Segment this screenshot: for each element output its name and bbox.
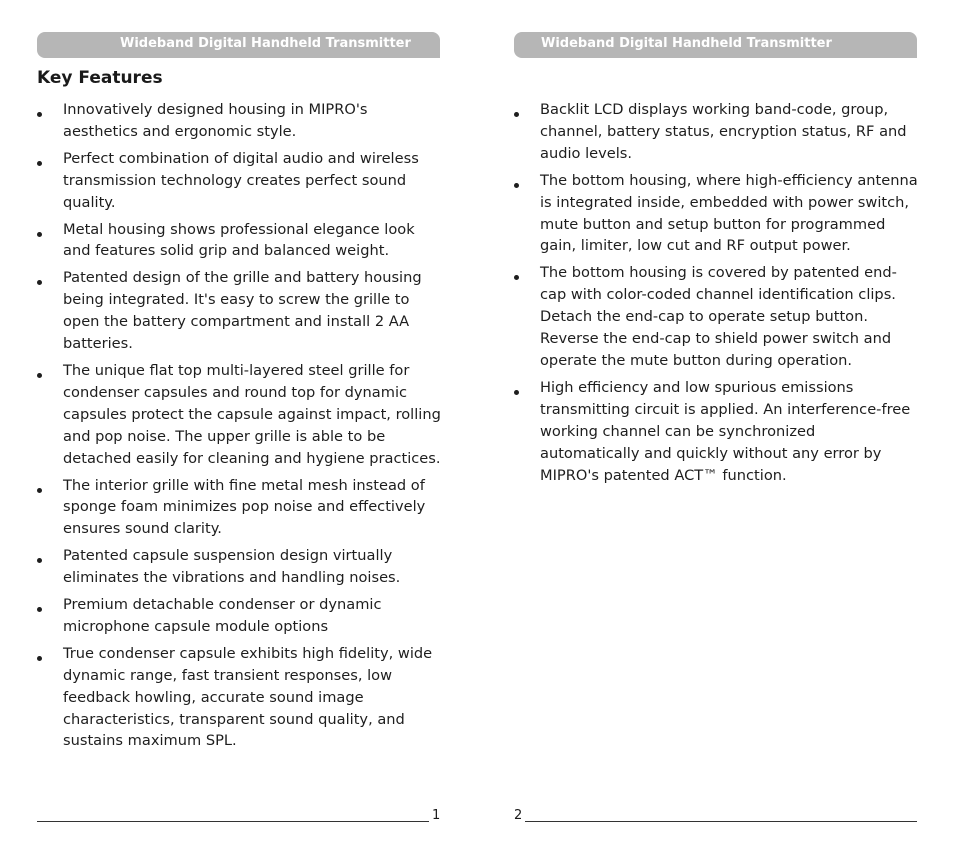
list-item-text: Patented capsule suspension design virtually eliminates the vibrations and handling noises. <box>63 547 401 587</box>
list-item <box>37 594 441 638</box>
list-item-text: Perfect combination of digital audio and wireless transmission technology creates perfect sound quality. <box>63 149 419 211</box>
list-item-text: Premium detachable condenser or dynamic microphone capsule module options <box>63 596 382 635</box>
feature-list <box>514 99 918 491</box>
left-page <box>37 0 441 849</box>
list-item <box>37 360 441 470</box>
bullet-icon <box>37 558 42 563</box>
bullet-icon <box>514 183 519 188</box>
page-header-bar <box>37 32 440 58</box>
list-item <box>514 262 918 372</box>
section-title: Key Features <box>37 68 163 88</box>
page-header-title: Wideband Digital Handheld Transmitter <box>541 36 832 51</box>
bullet-icon <box>37 373 42 378</box>
list-item-text: High efficiency and low spurious emissions transmitting circuit is applied. An interference-free working channel can be synchronized automatically and quickly without any error by MIPRO's patented ACT™ function. <box>540 378 911 484</box>
list-item <box>514 170 918 258</box>
list-item-text: The interior grille with fine metal mesh instead of sponge foam minimizes pop noise and effectively ensures sound clarity. <box>63 476 426 538</box>
list-item-text: Metal housing shows professional elegance look and features solid grip and balanced weight. <box>63 220 415 260</box>
bullet-icon <box>37 656 42 661</box>
bullet-icon <box>514 390 519 395</box>
list-item-text: The unique flat top multi-layered steel grille for condenser capsules and round top for dynamic capsules protect the capsule against impact, rolling and pop noise. The upper grille is able to be detached easily for cleaning and hygiene practices. <box>63 361 441 467</box>
bullet-icon <box>514 112 519 117</box>
list-item <box>514 377 918 487</box>
page-header-title: Wideband Digital Handheld Transmitter <box>120 36 411 51</box>
bullet-icon <box>37 607 42 612</box>
list-item-text: Patented design of the grille and battery housing being integrated. It's easy to screw the grille to open the battery compartment and install 2 AA batteries. <box>63 269 422 353</box>
bullet-icon <box>37 112 42 117</box>
feature-list <box>37 99 441 757</box>
list-item <box>37 148 441 214</box>
list-item-text: Backlit LCD displays working band-code, group, channel, battery status, encryption status, RF and audio levels. <box>540 101 907 162</box>
bullet-icon <box>37 232 42 237</box>
list-item <box>514 99 918 165</box>
list-item-text: True condenser capsule exhibits high fidelity, wide dynamic range, fast transient responses, low feedback howling, accurate sound image characteristics, transparent sound quality, and sustains maximum SPL. <box>63 644 433 750</box>
page-number: 1 <box>432 808 441 823</box>
list-item-text: The bottom housing, where high-efficiency antenna is integrated inside, embedded with power switch, mute button and setup button for programmed gain, limiter, low cut and RF output power. <box>540 171 918 255</box>
list-item <box>37 475 441 541</box>
list-item-text: Innovatively designed housing in MIPRO's aesthetics and ergonomic style. <box>63 101 368 140</box>
bullet-icon <box>37 280 42 285</box>
list-item <box>37 99 441 143</box>
footer-divider <box>525 821 917 822</box>
bullet-icon <box>37 161 42 166</box>
list-item-text: The bottom housing is covered by patented end-cap with color-coded channel identification clips. Detach the end-cap to operate setup button. Reverse the end-cap to shield power switch and operate the mute button during operation. <box>540 264 897 369</box>
footer-divider <box>37 821 429 822</box>
list-item <box>37 643 441 753</box>
page-number: 2 <box>514 808 523 823</box>
bullet-icon <box>37 488 42 493</box>
right-page <box>514 0 918 849</box>
list-item <box>37 219 441 263</box>
page-header-bar <box>514 32 917 58</box>
list-item <box>37 545 441 589</box>
bullet-icon <box>514 275 519 280</box>
list-item <box>37 267 441 355</box>
